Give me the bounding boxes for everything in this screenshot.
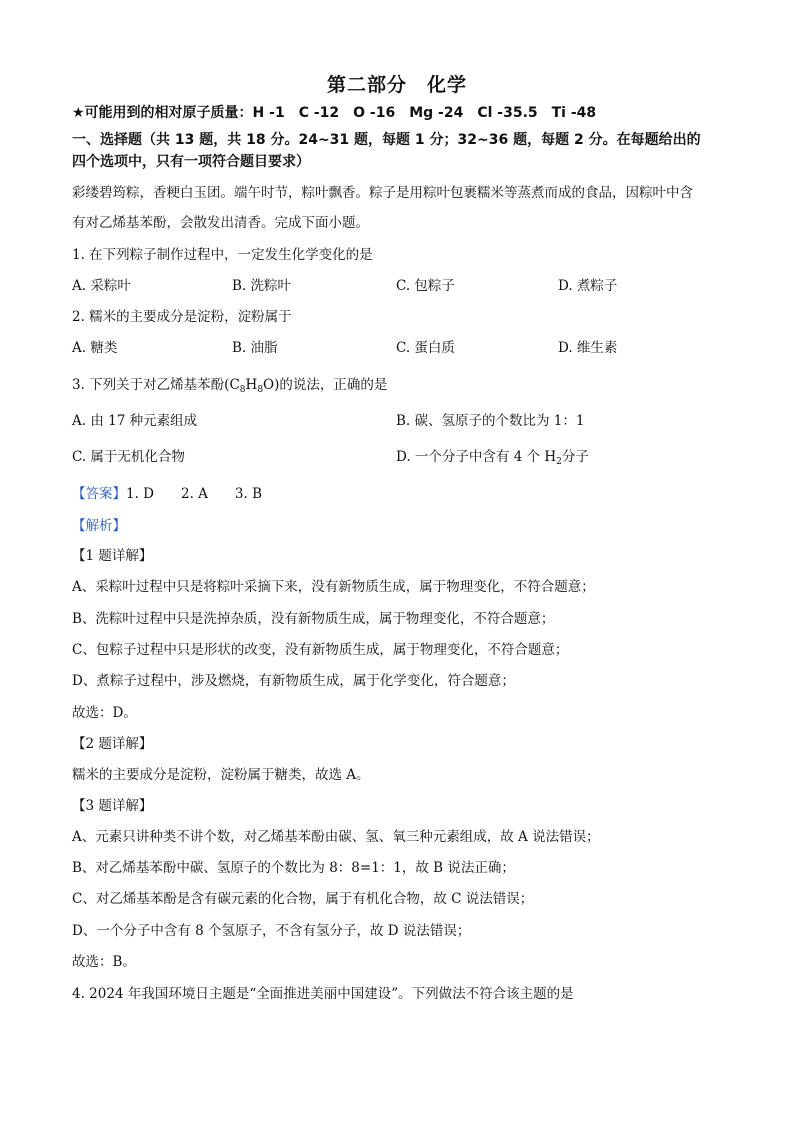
q3-formula: $(C_8H_8O)$: [224, 377, 280, 395]
q1-stem: 1. 在下列粽子制作过程中，一定发生化学变化的是: [72, 247, 373, 263]
q2-option-c: C. 蛋白质: [396, 340, 455, 356]
q3-stem: [72, 375, 387, 400]
detail2-text: 糯米的主要成分是淀粉，淀粉属于糖类，故选 A。: [72, 767, 370, 783]
q1-option-c: C. 包粽子: [396, 278, 455, 294]
formula-h: H: [245, 377, 258, 393]
formula-c: C: [229, 377, 240, 393]
q3-stem-pre: 3. 下列关于对乙烯基苯酚: [72, 377, 225, 393]
q2-option-b: B. 油脂: [232, 340, 278, 356]
atomic-masses-note: ★可能用到的相对原子质量：H -1 C -12 O -16 Mg -24 Cl -35.5 Ti -48: [72, 105, 597, 121]
q3-stem-post: 的说法，正确的是: [279, 377, 388, 393]
detail3-d: D、一个分子中含有 8 个氢原子，不含有氢分子，故 D 说法错误；: [72, 923, 471, 939]
section-instructions-line2: 四个选项中，只有一项符合题目要求）: [72, 154, 310, 170]
answer-text: 1. D 2. A 3. B: [126, 486, 263, 502]
detail1-d: D、煮粽子过程中，涉及燃烧，有新物质生成，属于化学变化，符合题意；: [72, 673, 515, 689]
detail1-c: C、包粽子过程中只是形状的改变，没有新物质生成，属于物理变化，不符合题意；: [72, 642, 569, 658]
formula-h-sub: 8: [257, 385, 264, 395]
q2-option-d: D. 维生素: [558, 340, 618, 356]
q3-option-d-sub: 2: [556, 457, 562, 467]
q3-option-b: B. 碳、氢原子的个数比为 1：1: [396, 413, 585, 429]
detail1-heading: 【1 题详解】: [72, 548, 153, 564]
q1-option-b: B. 洗粽叶: [232, 278, 292, 294]
page-title: 第二部分 化学: [326, 74, 467, 96]
intro-line2: 有对乙烯基苯酚，会散发出清香。完成下面小题。: [72, 215, 369, 231]
detail1-b: B、洗粽叶过程中只是洗掉杂质，没有新物质生成，属于物理变化，不符合题意；: [72, 611, 555, 627]
q3-option-d: [396, 447, 589, 472]
formula-o: O: [263, 377, 275, 393]
section-instructions-line1: 一、选择题（共 13 题，共 18 分。24~31 题，每题 1 分；32~36 题，每题 2 分。在每题给出的: [72, 132, 701, 148]
detail1-a: A、采粽叶过程中只是将粽叶采摘下来，没有新物质生成，属于物理变化，不符合题意；: [72, 579, 595, 595]
q2-stem: 2. 糯米的主要成分是淀粉，淀粉属于: [72, 309, 292, 325]
detail3-heading: 【3 题详解】: [72, 798, 153, 814]
q4-stem: 4. 2024 年我国环境日主题是“全面推进美丽中国建设”。下列做法不符合该主题的是: [72, 986, 574, 1002]
analysis-tag: 【解析】: [72, 518, 126, 534]
q3-option-d-post: 分子: [561, 449, 589, 465]
q3-option-a: A. 由 17 种元素组成: [72, 413, 198, 429]
detail1-conclusion: 故选：D。: [72, 705, 137, 721]
q2-option-a: A. 糖类: [72, 340, 118, 356]
detail3-b: B、对乙烯基苯酚中碳、氢原子的个数比为 8：8=1：1，故 B 说法正确；: [72, 860, 515, 876]
answer-tag: 【答案】: [72, 486, 126, 502]
q1-option-d: D. 煮粽子: [558, 278, 618, 294]
answer-line: [72, 484, 262, 504]
detail2-heading: 【2 题详解】: [72, 736, 153, 752]
formula-c-sub: 8: [239, 385, 246, 395]
detail3-conclusion: 故选：B。: [72, 954, 136, 970]
q1-option-a: A. 采粽叶: [72, 278, 131, 294]
intro-line1: 彩缕碧筠粽，香粳白玉团。端午时节，粽叶飘香。粽子是用粽叶包裹糯米等蒸煮而成的食品，因粽叶中含: [72, 185, 693, 201]
q3-option-d-pre: D. 一个分子中含有 4 个 H: [396, 449, 557, 465]
detail3-a: A、元素只讲种类不讲个数，对乙烯基苯酚由碳、氢、氧三种元素组成，故 A 说法错误；: [72, 829, 600, 845]
q3-option-c: C. 属于无机化合物: [72, 449, 185, 465]
detail3-c: C、对乙烯基苯酚是含有碳元素的化合物，属于有机化合物，故 C 说法错误；: [72, 891, 534, 907]
